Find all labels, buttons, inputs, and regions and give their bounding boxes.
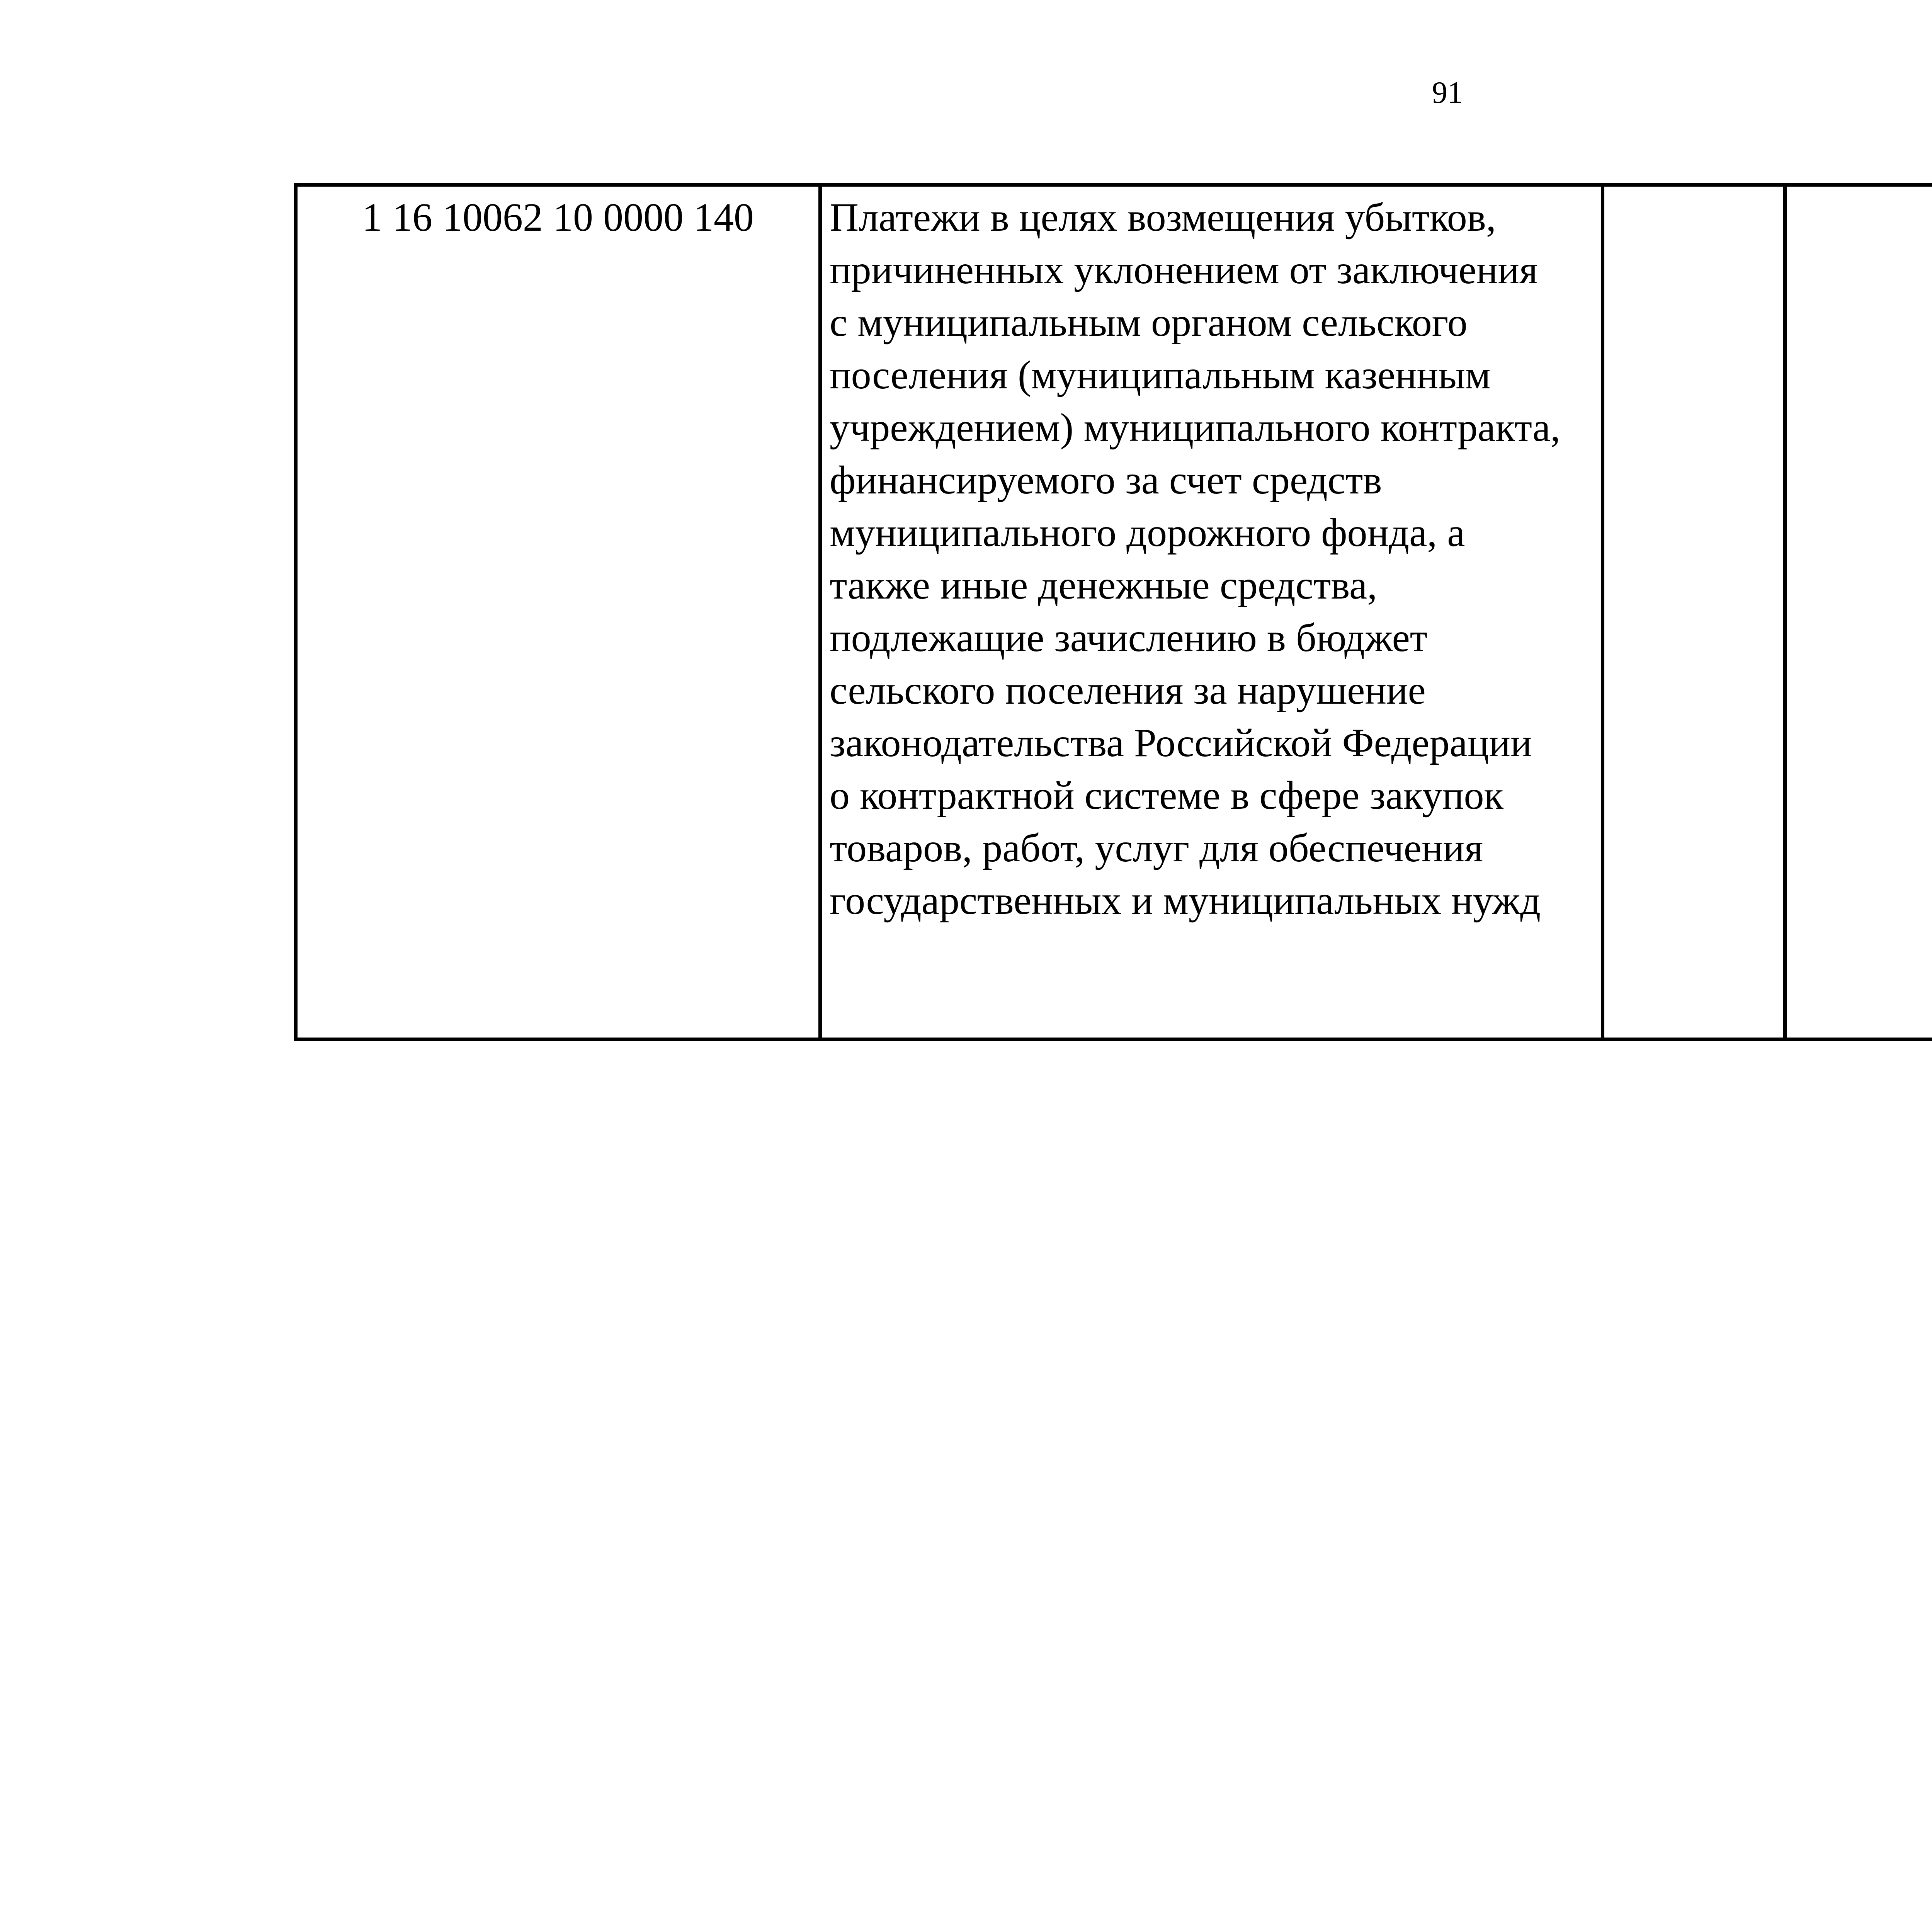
- description-line: учреждением) муниципального контракта,: [830, 405, 1561, 450]
- budget-code-cell: 1 16 10062 10 0000 140: [296, 185, 820, 1039]
- description-line: законодательства Российской Федерации: [830, 721, 1532, 765]
- description-cell: [820, 185, 1603, 1039]
- description-line: причиненных уклонением от заключения: [830, 248, 1538, 292]
- description-line: финансируемого за счет средств: [830, 458, 1382, 502]
- empty-cell: [1785, 185, 1932, 1039]
- description-line: подлежащие зачислению в бюджет: [830, 616, 1428, 660]
- description-line: государственных и муниципальных нужд: [830, 878, 1541, 923]
- description-line: Платежи в целях возмещения убытков,: [830, 195, 1496, 240]
- description-line: с муниципальным органом сельского: [830, 300, 1468, 345]
- description-line: о контрактной системе в сфере закупок: [830, 773, 1503, 818]
- description-line: товаров, работ, услуг для обеспечения: [830, 826, 1483, 870]
- empty-cell: [1603, 185, 1785, 1039]
- description-line: сельского поселения за нарушение: [830, 668, 1426, 713]
- budget-table: [294, 183, 1932, 1041]
- description-line: поселения (муниципальным казенным: [830, 353, 1491, 397]
- description-line: также иные денежные средства,: [830, 563, 1378, 607]
- page-number: 91: [1432, 76, 1463, 110]
- table-row: [296, 185, 1932, 1039]
- description-line: муниципального дорожного фонда, а: [830, 510, 1465, 555]
